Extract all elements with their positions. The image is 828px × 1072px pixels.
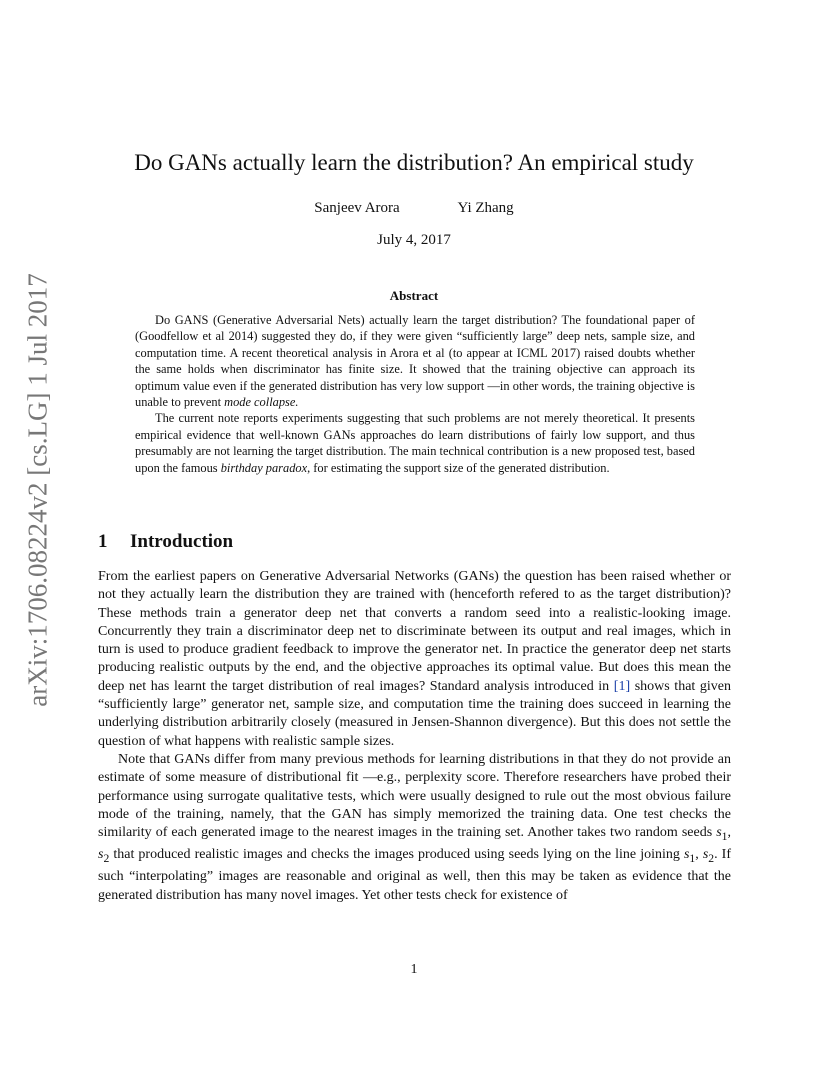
math-symbol: s [683,847,690,863]
math-subscript: 1 [721,829,728,843]
math-symbol: s [98,847,104,863]
body-text-span: Note that GANs differ from many previous methods for learning distributions in that they do not provide an estimate of some measure of distributional fit —e.g., perplexity score. Therefore researchers have probed their performance using surrogate qualitative tests, which were usually designed to rule out the most obvious failure mode of the training, namely, that the GAN has simply memorized the training data. One test checks the similarity of each generated image to the nearest images in the training set. Another takes two random seeds [98,751,731,841]
abstract-heading: Abstract [389,288,439,303]
abstract-paragraph [135,410,695,476]
citation-link[interactable]: [1] [613,678,631,694]
abstract-emphasis: mode collapse. [224,395,299,410]
body-paragraph [98,751,731,905]
body-text-span: shows that given “sufficiently large” generator net, sample size, and computation time the training does succeed in learning the underlying distribution arbitrarily closely (measured in Jensen-Shannon divergence). But this does not settle the question of what happens with realistic sample sizes. [98,678,731,749]
arxiv-stamp-text: arXiv:1706.08224v2 [cs.LG] 1 Jul 2017 [22,273,53,707]
body-text [98,568,731,905]
arxiv-stamp [16,273,60,707]
section-number: 1 [98,531,108,552]
math-subscript: 2 [708,852,715,866]
author-name: Yi Zhang [457,200,514,216]
math-symbol: s [702,847,709,863]
math-symbol: s [716,825,722,841]
section-heading [98,531,233,553]
page-number: 1 [410,962,418,977]
section-title: Introduction [130,531,234,552]
abstract-paragraph [135,312,695,410]
abstract-text: The current note reports experiments suggesting that such problems are not merely theoretical. It presents empirical evidence that well-known GANs approaches do learn distributions of fairly low support, and thus presumably are not learning the target distribution. The main technical contribution is a new proposed test, based upon the famous [135,411,695,475]
abstract-text: , for estimating the support size of the generated distribution. [307,460,610,475]
paper-date: July 4, 2017 [377,232,451,248]
paper-title: Do GANs actually learn the distribution? An empirical study [134,150,694,175]
abstract-text: Do GANS (Generative Adversarial Nets) actually learn the target distribution? The foundational paper of (Goodfellow et al 2014) suggested they do, if they were given “sufficiently large” deep nets, sample size, and computation time. A recent theoretical analysis in Arora et al (to appear at ICML 2017) raised doubts whether the same holds when discriminator has finite size. It showed that the training objective can approach its optimum value even if the generated distribution has very low support —in other words, the training objective is unable to prevent [135,313,695,410]
body-paragraph [98,568,731,751]
body-text-span: . If such “interpolating” images are reasonable and original as well, then this may be taken as evidence that the generated distribution has many novel images. Yet other tests check for existence of [98,847,731,903]
math-separator: , [695,847,703,863]
math-subscript: 2 [103,852,110,866]
author-name: Sanjeev Arora [314,200,400,216]
body-text-span: that produced realistic images and checks the images produced using seeds lying on the line joining [109,847,684,863]
abstract-body [135,312,695,476]
abstract-emphasis: birthday paradox [220,460,308,475]
math-subscript: 1 [689,852,696,866]
math-separator: , [727,825,731,841]
body-text-span: From the earliest papers on Generative Adversarial Networks (GANs) the question has been raised whether or not they actually learn the distribution they are trained with (henceforth refered to as the target distribution)? These methods train a generator deep net that converts a random seed into a realistic-looking image. Concurrently they train a discriminator deep net to discriminate between its output and real images, which in turn is used to produce gradient feedback to improve the generator net. In practice the generator deep net starts producing realistic outputs by the end, and the objective approaches its optimal value. But does this mean the deep net has learnt the target distribution of real images? Standard analysis introduced in [98,569,731,694]
author-list [0,200,828,217]
